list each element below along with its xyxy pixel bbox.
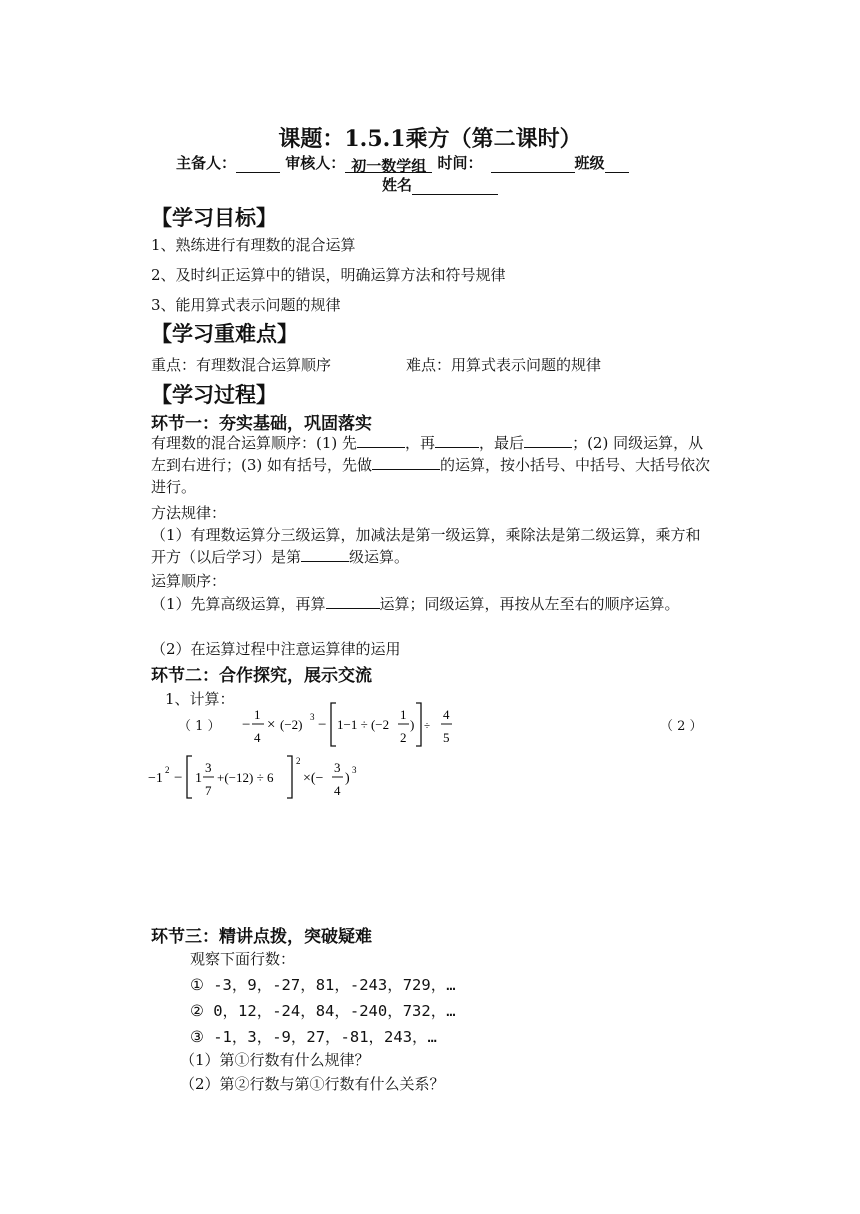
fraction-denominator: 5 xyxy=(443,730,450,745)
question-1-label: （ 1 ） xyxy=(178,719,221,734)
method-label: 方法规律： xyxy=(151,504,227,522)
times-sign: × xyxy=(267,717,276,733)
key-points-heading: 【学习重难点】 xyxy=(151,321,298,346)
time-blank[interactable] xyxy=(491,155,575,173)
text-run: （1）先算高级运算，再算 xyxy=(151,595,326,613)
fraction-numerator: 1 xyxy=(400,707,407,722)
order-paragraph xyxy=(151,432,712,498)
observe-text: 观察下面行数： xyxy=(190,950,296,968)
text-run: 运算；同级运算，再按从左至右的顺序运算。 xyxy=(379,595,680,613)
divide-sign: ÷ xyxy=(424,720,431,732)
text-run: 级运算。 xyxy=(349,548,410,566)
class-blank[interactable] xyxy=(605,155,629,173)
exponent: 3 xyxy=(310,712,315,722)
page-title: 课题：1.5.1乘方（第二课时） xyxy=(278,126,582,152)
text-run: ，再 xyxy=(405,434,436,452)
minus-sign: − xyxy=(174,770,183,786)
minus-sign: − xyxy=(318,717,327,733)
time-label: 时间： xyxy=(437,154,483,172)
power-base: (−2) xyxy=(280,717,303,732)
preparer-label: 主备人： xyxy=(176,154,237,172)
left-bracket xyxy=(331,703,336,746)
calc-label: 1、计算： xyxy=(165,690,235,708)
right-bracket xyxy=(287,756,292,798)
exponent: 2 xyxy=(296,756,301,766)
text-run: （1）有理数运算分三级运算，加减法是第一级运算，乘除法是第二级运算，乘方和开方（以后学习）是第 xyxy=(151,526,701,566)
fraction-numerator: 1 xyxy=(254,707,261,722)
step3-heading: 环节三：精讲点拨，突破疑难 xyxy=(151,927,372,947)
close-paren: ) xyxy=(410,717,415,732)
method-paragraph xyxy=(151,524,712,568)
step1-heading: 环节一：夯实基础，巩固落实 xyxy=(151,414,372,434)
fraction-numerator: 4 xyxy=(443,707,450,722)
fraction-denominator: 4 xyxy=(254,730,261,745)
text-run: ；(2) 同级运算，从左到右进行；(3) 如有括号，先做 xyxy=(151,434,704,474)
fraction-numerator: 3 xyxy=(205,760,212,775)
focus-text: 重点：有理数混合运算顺序 xyxy=(151,356,332,374)
order-label: 运算顺序： xyxy=(151,572,227,590)
class-label: 班级 xyxy=(574,154,605,172)
difficulty-text: 难点：用算式表示问题的规律 xyxy=(406,356,602,374)
reviewer-value: 初一数学组 xyxy=(345,155,432,173)
formula-1 xyxy=(240,700,440,750)
fraction-denominator: 4 xyxy=(334,783,341,798)
close-paren: ) xyxy=(345,771,350,786)
blank-5[interactable] xyxy=(301,547,349,562)
preparer-blank[interactable] xyxy=(236,155,280,173)
mixed-whole: 1 xyxy=(195,771,202,786)
text-run: ，最后 xyxy=(479,434,525,452)
name-line xyxy=(382,174,498,195)
question-text: （1）第①行数有什么规律？ xyxy=(180,1051,370,1069)
text-run: 的运算，按小括号、中括号、大括号依次进行。 xyxy=(151,456,711,496)
minus-sign: − xyxy=(242,717,251,733)
blank-1[interactable] xyxy=(357,433,405,448)
header-line xyxy=(176,152,629,173)
blank-3[interactable] xyxy=(524,433,572,448)
times-sign: ×(− xyxy=(303,771,324,786)
objective-item: 3、能用算式表示问题的规律 xyxy=(151,296,341,314)
text-run: 有理数的混合运算顺序：(1) 先 xyxy=(151,434,358,452)
law-note: （2）在运算过程中注意运算律的运用 xyxy=(151,640,401,658)
exponent: 2 xyxy=(165,765,170,775)
power-base: −1 xyxy=(148,771,163,786)
fraction-denominator: 2 xyxy=(400,730,407,745)
right-bracket xyxy=(416,703,421,746)
formula-2 xyxy=(146,752,386,802)
exponent: 3 xyxy=(352,765,357,775)
question-text: （2）第②行数与第①行数有什么关系？ xyxy=(180,1075,445,1093)
fraction-denominator: 7 xyxy=(205,783,212,798)
order-rule-paragraph xyxy=(151,593,712,615)
name-label: 姓名 xyxy=(382,176,413,194)
reviewer-label: 审核人： xyxy=(285,154,346,172)
name-blank[interactable] xyxy=(412,177,498,195)
objective-item: 1、熟练进行有理数的混合运算 xyxy=(151,236,356,254)
sequence-row-3: ③ -1，3，-9，27，-81，243，… xyxy=(190,1028,437,1046)
process-heading: 【学习过程】 xyxy=(151,382,277,407)
question-2-label: （ 2 ） xyxy=(660,719,703,734)
blank-4[interactable] xyxy=(372,455,440,470)
left-bracket xyxy=(187,756,192,798)
fraction-numerator: 3 xyxy=(334,760,341,775)
blank-6[interactable] xyxy=(326,594,380,609)
blank-2[interactable] xyxy=(435,433,479,448)
step2-heading: 环节二：合作探究，展示交流 xyxy=(151,666,372,686)
objectives-heading: 【学习目标】 xyxy=(151,205,277,230)
sequence-row-1: ① -3，9，-27，81，-243，729，… xyxy=(190,976,456,994)
formula-1-tail xyxy=(438,700,458,750)
bracket-expression: +(−12) ÷ 6 xyxy=(217,770,274,785)
sequence-row-2: ② 0，12，-24，84，-240，732，… xyxy=(190,1002,456,1020)
objective-item: 2、及时纠正运算中的错误，明确运算方法和符号规律 xyxy=(151,266,506,284)
bracket-expression: 1−1 ÷ (−2 xyxy=(337,717,390,732)
